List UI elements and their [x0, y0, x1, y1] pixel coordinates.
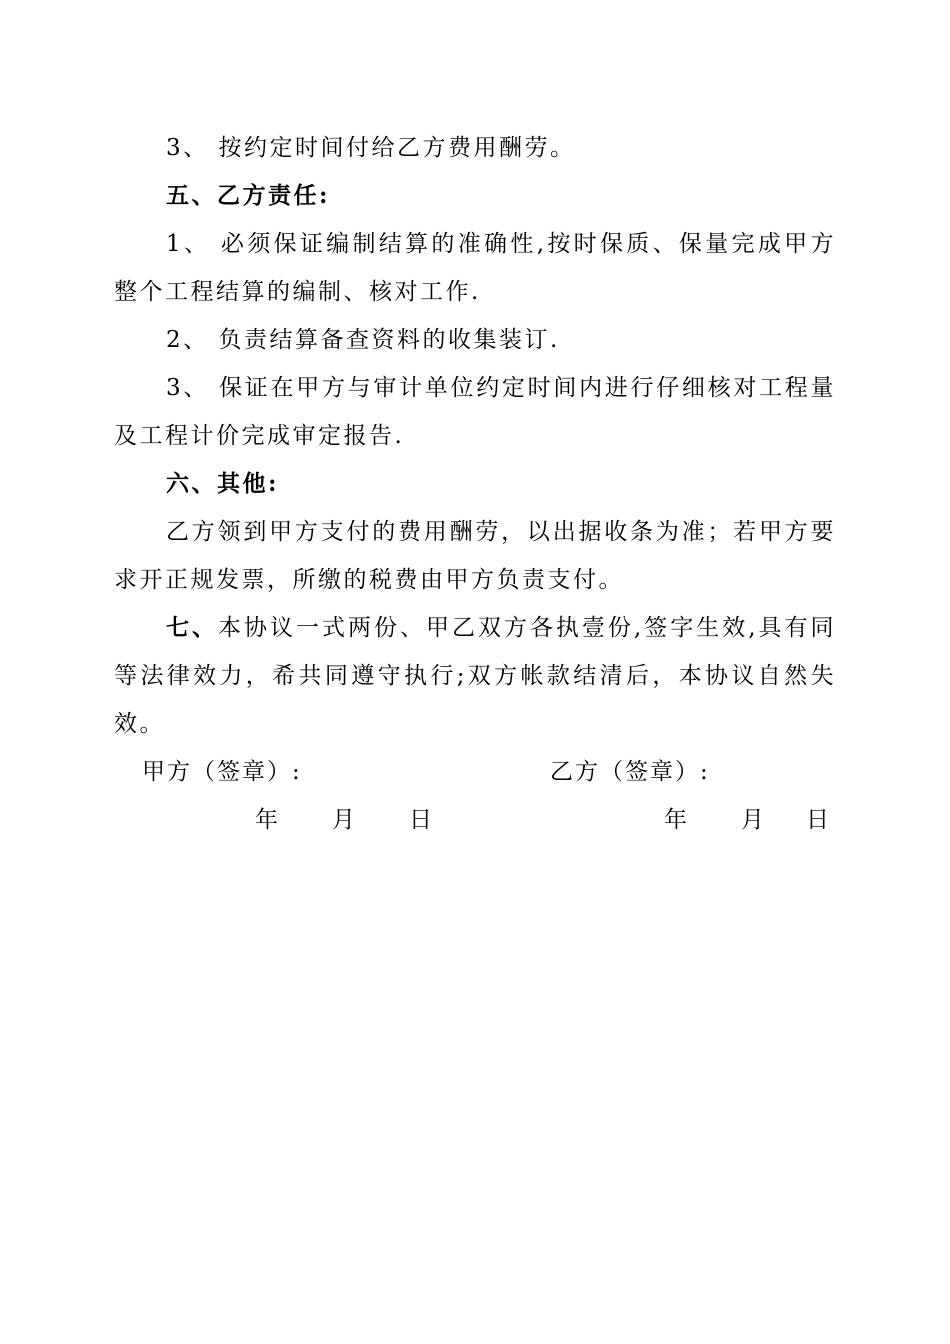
- section-6-heading: 六、其他:: [166, 470, 279, 497]
- party-a-date-month: 月: [332, 807, 355, 833]
- section-7-body: 本协议一式两份、甲乙双方各执壹份,签字生效,具有同等法律效力，希共同遵守执行;双方帐款结清后，本协议自然失效。: [114, 615, 837, 737]
- document-page: [114, 124, 836, 844]
- section-6-body: 乙方领到甲方支付的费用酬劳，以出据收条为准；若甲方要求开正规发票，所缴的税费由甲方负责支付。: [114, 519, 836, 593]
- section-5-item-1: 1、 必须保证编制结算的准确性,按时保质、保量完成甲方整个工程结算的编制、核对工作.: [114, 231, 836, 305]
- section-7-paragraph: [114, 604, 836, 748]
- clause-party-a-payment: 3、 按约定时间付给乙方费用酬劳。: [166, 135, 576, 161]
- party-a-date-year: 年: [255, 807, 278, 833]
- party-b-date-month: 月: [741, 807, 764, 833]
- section-7-lead: 七、: [166, 614, 218, 641]
- party-a-date-day: 日: [409, 807, 432, 833]
- date-row: [114, 796, 836, 844]
- signature-row: [114, 748, 836, 796]
- section-5-item-3: 3、 保证在甲方与审计单位约定时间内进行仔细核对工程量及工程计价完成审定报告.: [114, 375, 836, 449]
- party-b-date-day: 日: [806, 807, 829, 833]
- party-a-signature-label: 甲方（签章）:: [142, 759, 302, 785]
- section-5-heading: 五、乙方责任:: [166, 182, 330, 209]
- party-b-date-year: 年: [664, 807, 687, 833]
- section-5-item-2: 2、 负责结算备查资料的收集装订.: [166, 327, 560, 353]
- party-b-signature-label: 乙方（签章）:: [550, 759, 710, 785]
